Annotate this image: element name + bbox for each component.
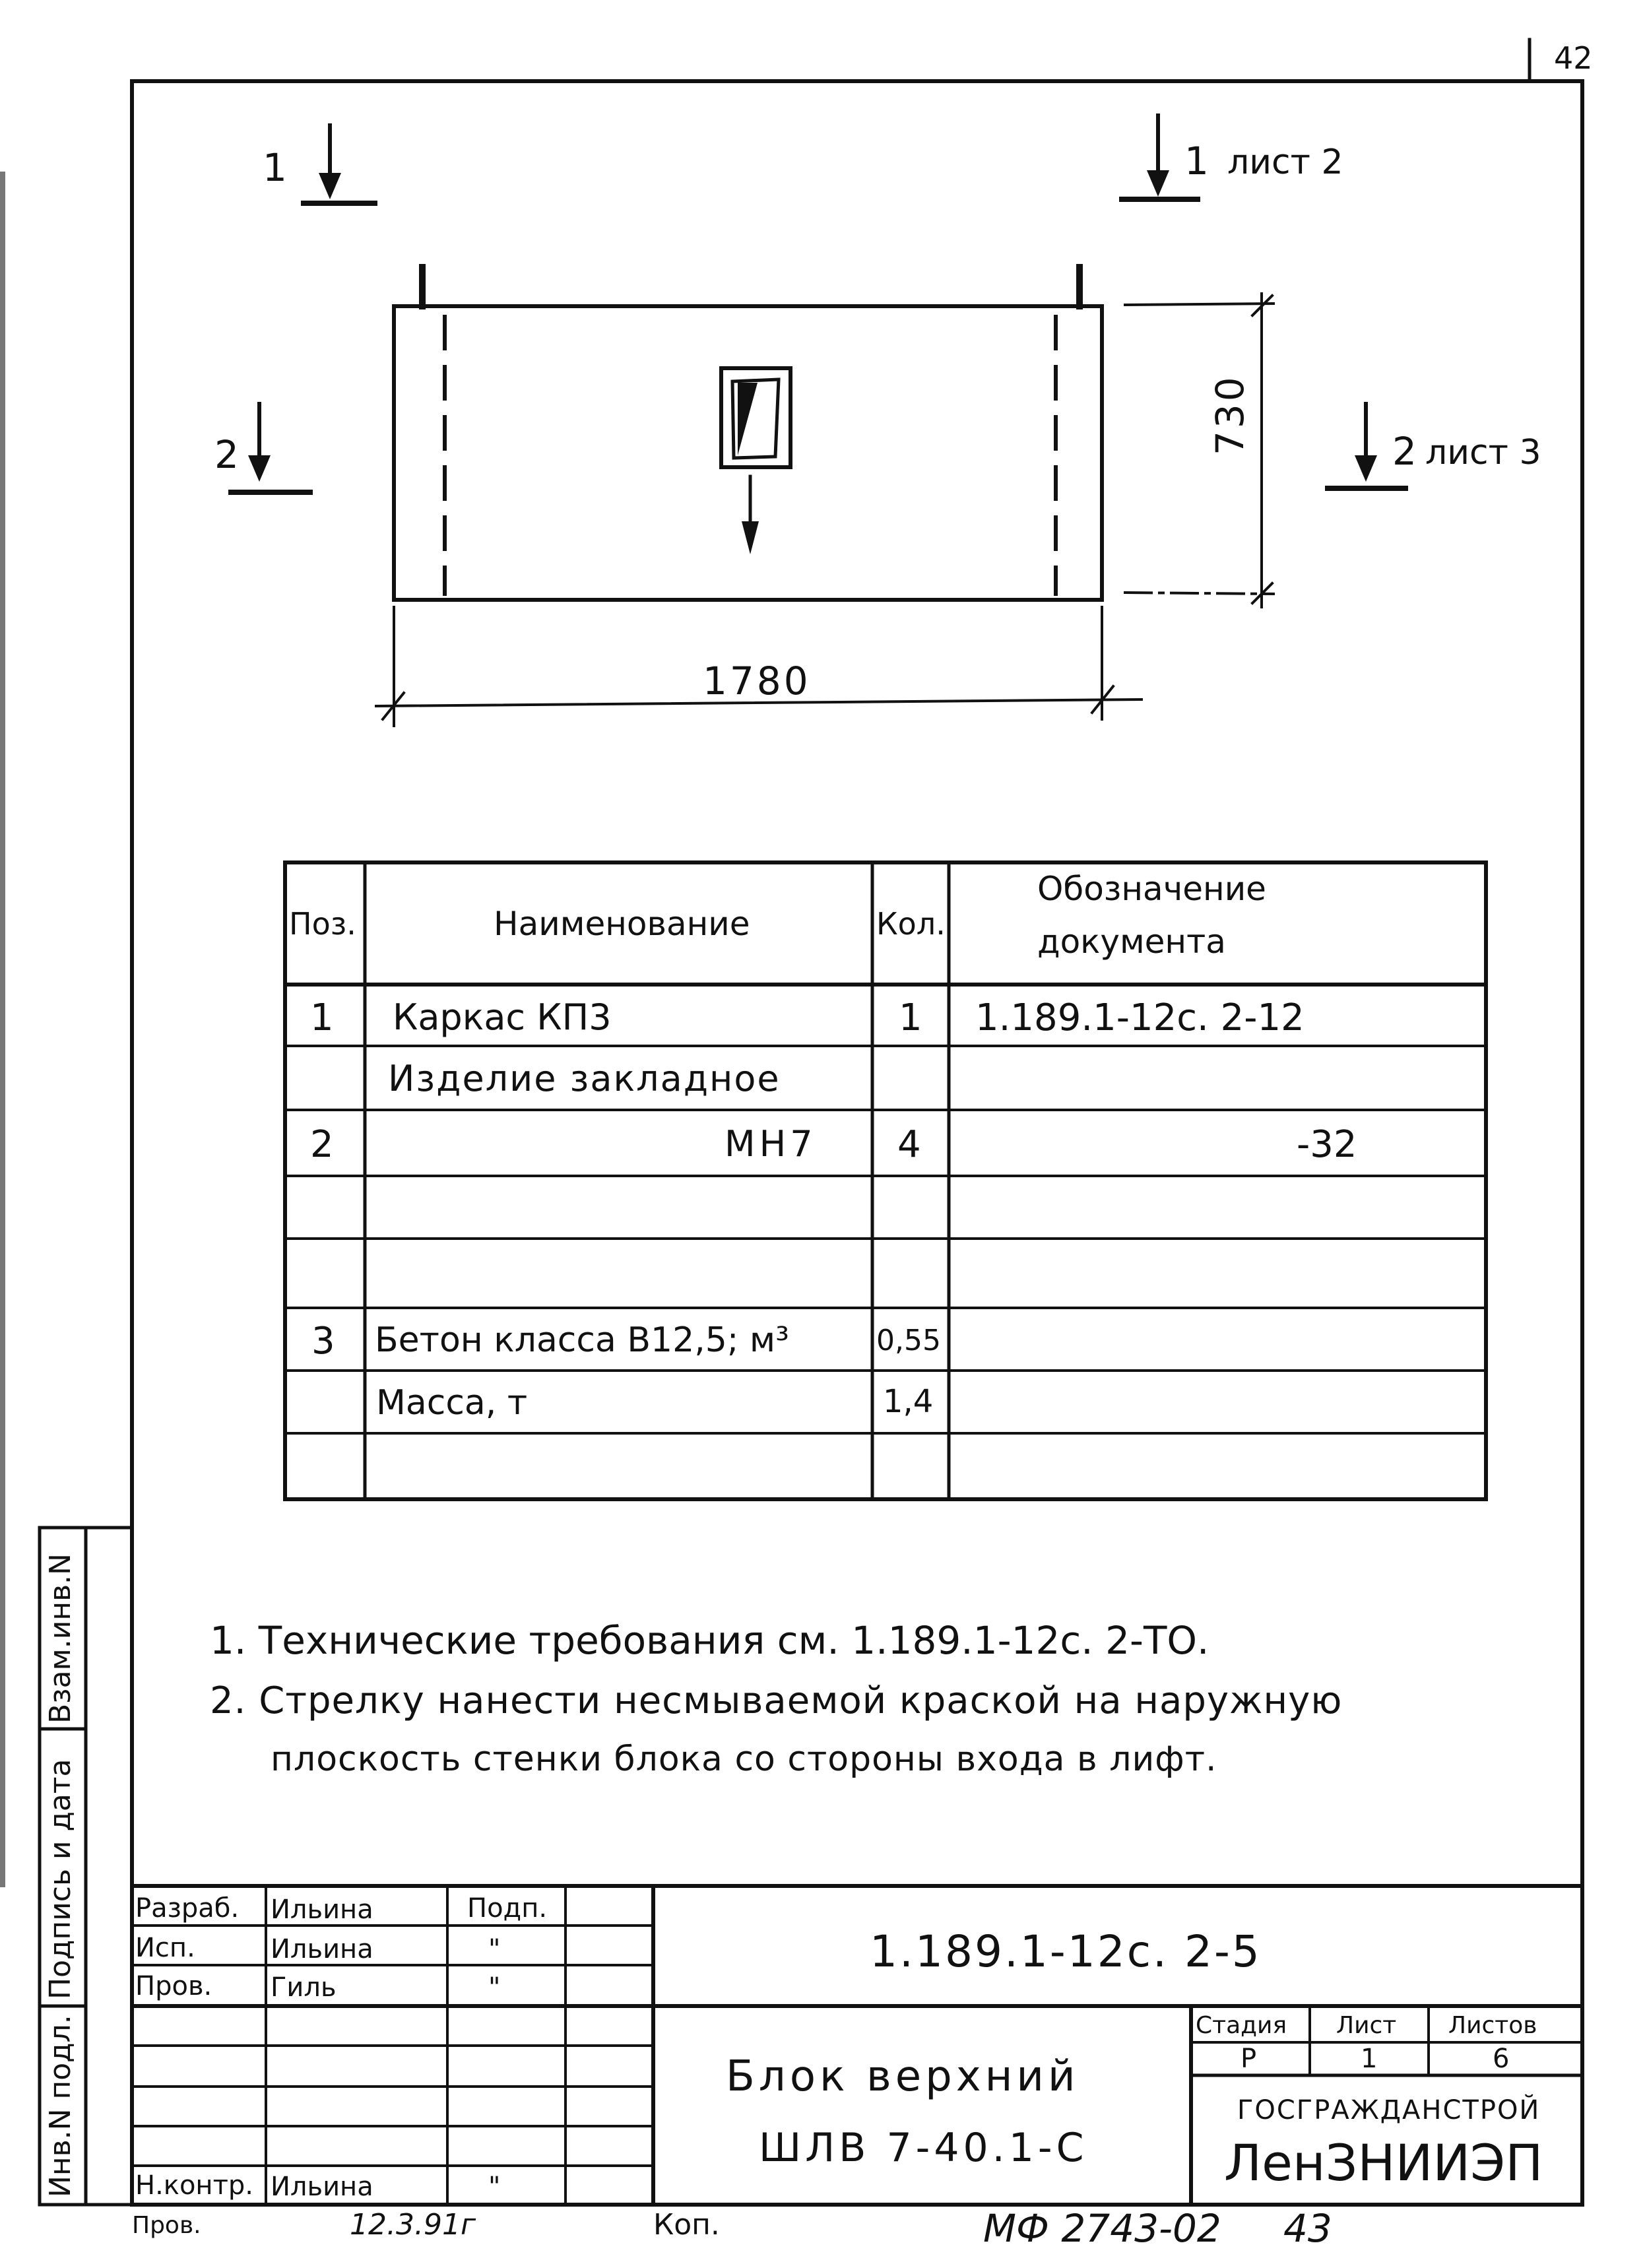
section-2-right-label: 2: [1392, 429, 1417, 474]
stage-label: Стадия: [1196, 2012, 1287, 2039]
width-dimension: 1780: [703, 659, 811, 703]
header-qty: Кол.: [876, 906, 946, 942]
tb-sign-prov: ": [488, 1972, 501, 2003]
stamp-vzam-inv: Взам.инв.N: [44, 1553, 77, 1724]
tb-role-razrab: Разраб.: [135, 1893, 240, 1924]
footer-date: 12.3.91г: [350, 2208, 476, 2242]
section-1-left-label: 1: [263, 145, 287, 190]
row-pos: 1: [310, 996, 334, 1039]
doc-code: 1.189.1-12с. 2-5: [870, 1926, 1262, 1977]
stamp-inv-podl: Инв.N подл.: [44, 2015, 77, 2197]
note-1: 1. Технические требования см. 1.189.1-12с. 2-ТО.: [210, 1618, 1210, 1663]
row-name: Каркас КП3: [393, 996, 612, 1038]
sheet-corner-number: 42: [1554, 40, 1593, 76]
sheet-label: Лист: [1336, 2012, 1397, 2039]
sheets-value: 6: [1493, 2044, 1510, 2074]
sheets-label: Листов: [1448, 2012, 1537, 2039]
tb-name-isp: Ильина: [271, 1934, 373, 1964]
sheet-value: 1: [1361, 2044, 1378, 2074]
stamp-podpis-data: Подпись и дата: [44, 1759, 77, 1999]
row-name: Масса, т: [376, 1383, 528, 1423]
block-outline: [394, 306, 1102, 600]
tb-name-prov: Гиль: [271, 1972, 337, 2003]
row-doc: 1.189.1-12с. 2-12: [975, 996, 1305, 1039]
scan-edge: [0, 172, 5, 1887]
stage-value: Р: [1241, 2044, 1257, 2074]
row-name: Бетон класса В12,5; м³: [375, 1320, 789, 1360]
row-pos: 3: [311, 1320, 335, 1363]
row-pos: 2: [310, 1123, 334, 1166]
footer-mf: МФ 2743-02: [983, 2206, 1221, 2251]
row-name: Изделие закладное: [388, 1058, 781, 1099]
section-2-sheet-ref: лист 3: [1425, 433, 1541, 472]
header-doc-line2: документа: [1037, 923, 1226, 961]
height-dimension: 730: [1208, 374, 1252, 455]
row-qty: 1: [899, 996, 922, 1039]
row-qty: 4: [897, 1123, 921, 1166]
tb-role-prov: Пров.: [135, 1971, 212, 2001]
row-doc: -32: [1297, 1123, 1357, 1166]
tb-role-isp: Исп.: [135, 1933, 195, 1963]
tb-sign-razrab: Подп.: [467, 1893, 548, 1924]
note-2-line-1: 2. Стрелку нанести несмываемой краской на наружную: [210, 1679, 1343, 1722]
row-qty: 0,55: [876, 1324, 941, 1357]
footer-page: 43: [1283, 2206, 1332, 2251]
row-name: МН7: [725, 1123, 817, 1165]
section-1-right-label: 1: [1184, 139, 1209, 183]
section-2-left-label: 2: [214, 432, 239, 477]
org-line-1: ГОСГРАЖДАНСТРОЙ: [1237, 2095, 1541, 2125]
header-pos: Поз.: [289, 906, 356, 942]
header-doc-line1: Обозначение: [1037, 870, 1266, 908]
tb-sign-isp: ": [488, 1934, 501, 1964]
footer-prov: Пров.: [132, 2212, 201, 2239]
tb-sign-nkontr: ": [488, 2172, 501, 2202]
section-1-sheet-ref: лист 2: [1227, 143, 1343, 182]
title-line-2: ШЛВ 7-40.1-С: [759, 2125, 1088, 2171]
tb-name-nkontr: Ильина: [271, 2172, 373, 2202]
footer-kop: Коп.: [653, 2208, 720, 2242]
tb-name-razrab: Ильина: [271, 1895, 373, 1925]
header-name: Наименование: [494, 905, 750, 943]
tb-role-nkontr: Н.контр.: [135, 2170, 253, 2201]
org-line-2: ЛенЗНИИЭП: [1224, 2133, 1543, 2192]
row-qty: 1,4: [883, 1383, 934, 1420]
title-line-1: Блок верхний: [726, 2052, 1080, 2101]
note-2-line-2: плоскость стенки блока со стороны входа в лифт.: [271, 1739, 1217, 1779]
